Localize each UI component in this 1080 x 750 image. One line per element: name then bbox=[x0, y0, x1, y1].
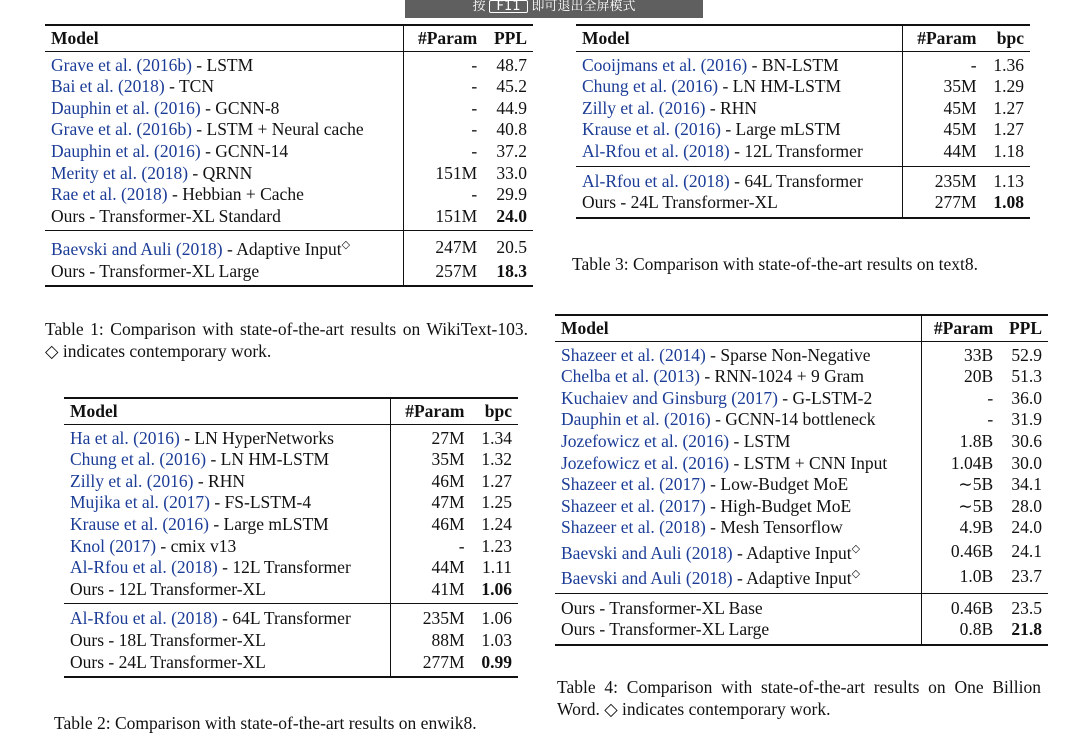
param-cell: 277M bbox=[903, 192, 983, 218]
metric-cell: 31.9 bbox=[1011, 409, 1042, 430]
model-name: Ours - 24L Transformer-XL bbox=[582, 192, 778, 213]
metric-cell: 1.34 bbox=[481, 427, 512, 448]
model-name: Ours - 12L Transformer-XL bbox=[70, 578, 266, 599]
citation-link[interactable]: Ha et al. (2016) bbox=[70, 427, 180, 448]
model-name: - BN-LSTM bbox=[747, 54, 839, 75]
model-cell bbox=[576, 51, 903, 76]
table-row bbox=[45, 163, 533, 185]
model-name: - GCNN-8 bbox=[200, 97, 280, 118]
citation-link[interactable]: Zilly et al. (2016) bbox=[70, 470, 194, 491]
header-param: #Param bbox=[903, 25, 983, 51]
table-row bbox=[555, 388, 1048, 410]
param-cell: - bbox=[404, 76, 483, 98]
model-name: - LN HM-LSTM bbox=[718, 76, 842, 97]
table-row bbox=[576, 166, 1030, 192]
param-cell: - bbox=[404, 98, 483, 120]
model-cell bbox=[45, 141, 404, 163]
f11-key: F11 bbox=[489, 0, 527, 13]
header-model: Model bbox=[45, 25, 404, 51]
table-row bbox=[555, 431, 1048, 453]
model-cell bbox=[45, 163, 404, 185]
model-name: - FS-LSTM-4 bbox=[209, 492, 312, 513]
model-name: - Hebbian + Cache bbox=[167, 184, 304, 205]
model-name: - G-LSTM-2 bbox=[777, 387, 873, 408]
citation-link[interactable]: Shazeer et al. (2017) bbox=[561, 495, 706, 516]
metric-cell: 20.5 bbox=[483, 231, 533, 261]
citation-link[interactable]: Dauphin et al. (2016) bbox=[51, 97, 201, 118]
table-row bbox=[555, 517, 1048, 539]
table-row bbox=[555, 409, 1048, 431]
model-name: - 12L Transformer bbox=[217, 557, 351, 578]
model-name: - RHN bbox=[705, 97, 757, 118]
param-cell: - bbox=[391, 536, 471, 558]
table-header-row bbox=[576, 25, 1030, 51]
model-cell bbox=[64, 449, 391, 471]
model-cell bbox=[45, 98, 404, 120]
table-row bbox=[45, 141, 533, 163]
table-3 bbox=[576, 24, 1030, 219]
model-cell bbox=[64, 514, 391, 536]
model-name: - Adaptive Input bbox=[732, 568, 852, 589]
citation-link[interactable]: Rae et al. (2018) bbox=[51, 184, 168, 205]
header-metric: bpc bbox=[983, 25, 1030, 51]
citation-link[interactable]: Shazeer et al. (2017) bbox=[561, 474, 706, 495]
table-row bbox=[45, 184, 533, 206]
table-row bbox=[45, 206, 533, 231]
model-cell bbox=[45, 261, 404, 287]
model-cell bbox=[64, 604, 391, 630]
model-cell bbox=[45, 51, 404, 76]
param-cell: ∼5B bbox=[922, 474, 1000, 496]
metric-cell: 45.2 bbox=[496, 76, 527, 97]
metric-cell-best: 24.0 bbox=[496, 205, 527, 226]
model-name: - Low-Budget MoE bbox=[705, 474, 849, 495]
metric-cell: 1.23 bbox=[481, 535, 512, 556]
citation-link[interactable]: Al-Rfou et al. (2018) bbox=[582, 140, 730, 161]
citation-link[interactable]: Chung et al. (2016) bbox=[70, 449, 207, 470]
table-row bbox=[45, 98, 533, 120]
table-row bbox=[576, 51, 1030, 76]
model-cell bbox=[64, 492, 391, 514]
metric-cell: 1.27 bbox=[993, 119, 1024, 140]
table-row bbox=[555, 593, 1048, 619]
header-model: Model bbox=[576, 25, 903, 51]
fullscreen-exit-hint bbox=[405, 0, 703, 18]
param-cell: 4.9B bbox=[922, 517, 1000, 539]
table-row bbox=[45, 261, 533, 287]
param-cell: 277M bbox=[391, 652, 471, 678]
citation-link[interactable]: Al-Rfou et al. (2018) bbox=[70, 608, 218, 629]
citation-link[interactable]: Shazeer et al. (2018) bbox=[561, 517, 706, 538]
citation-link[interactable]: Cooijmans et al. (2016) bbox=[582, 54, 748, 75]
table-row bbox=[64, 514, 518, 536]
table-row bbox=[45, 76, 533, 98]
citation-link[interactable]: Baevski and Auli (2018) bbox=[561, 568, 733, 589]
model-cell bbox=[64, 424, 391, 449]
metric-cell: 1.11 bbox=[482, 557, 512, 578]
model-name: - 12L Transformer bbox=[729, 140, 863, 161]
metric-cell-best: 18.3 bbox=[483, 261, 533, 287]
model-name: - High-Budget MoE bbox=[705, 495, 852, 516]
table-4-caption: Table 4: Comparison with state-of-the-art results on One Billion Word. ◇ indicates contemporary work. bbox=[557, 677, 1041, 719]
param-cell: 41M bbox=[391, 579, 471, 604]
model-name: - 64L Transformer bbox=[217, 608, 351, 629]
table-row bbox=[555, 474, 1048, 496]
model-name: Ours - Transformer-XL Standard bbox=[51, 205, 281, 226]
table-2-caption: Table 2: Comparison with state-of-the-art results on enwik8. bbox=[54, 713, 477, 733]
model-cell bbox=[555, 474, 922, 496]
header-model: Model bbox=[555, 315, 922, 341]
metric-cell: 1.18 bbox=[993, 140, 1024, 161]
table-row bbox=[555, 341, 1048, 366]
citation-link[interactable]: Jozefowicz et al. (2016) bbox=[561, 452, 730, 473]
citation-link[interactable]: Chelba et al. (2013) bbox=[561, 366, 700, 387]
hint-suffix: 即可退出全屏模式 bbox=[531, 0, 636, 14]
model-name: - Large mLSTM bbox=[720, 119, 841, 140]
table-1-grid bbox=[45, 24, 533, 287]
header-param: #Param bbox=[404, 25, 483, 51]
model-cell bbox=[64, 471, 391, 493]
table-row bbox=[45, 231, 533, 261]
table-2-grid bbox=[64, 397, 518, 678]
model-cell bbox=[45, 119, 404, 141]
param-cell: 88M bbox=[391, 630, 471, 652]
table-row bbox=[555, 496, 1048, 518]
table-row bbox=[64, 536, 518, 558]
model-name: Ours - Transformer-XL Large bbox=[561, 619, 770, 640]
table-header-row bbox=[64, 398, 518, 424]
param-cell: 151M bbox=[404, 163, 483, 185]
model-cell bbox=[555, 366, 922, 388]
table-row bbox=[555, 539, 1048, 564]
metric-cell: 1.32 bbox=[481, 449, 512, 470]
param-cell: - bbox=[922, 388, 1000, 410]
model-cell bbox=[555, 388, 922, 410]
model-name: - TCN bbox=[164, 76, 214, 97]
model-name: - GCNN-14 bottleneck bbox=[710, 409, 876, 430]
param-cell: 1.04B bbox=[922, 453, 1000, 475]
model-name: - 64L Transformer bbox=[729, 170, 863, 191]
header-param: #Param bbox=[922, 315, 1000, 341]
param-cell: 1.8B bbox=[922, 431, 1000, 453]
param-cell: 151M bbox=[404, 206, 483, 231]
metric-cell: 29.9 bbox=[496, 184, 527, 205]
metric-cell: 52.9 bbox=[1011, 344, 1042, 365]
table-row bbox=[45, 51, 533, 76]
metric-cell: 28.0 bbox=[1011, 495, 1042, 516]
model-name: - Adaptive Input bbox=[222, 239, 342, 260]
model-cell bbox=[576, 98, 903, 120]
header-model: Model bbox=[64, 398, 391, 424]
citation-link[interactable]: Baevski and Auli (2018) bbox=[51, 239, 223, 260]
model-name: - LSTM bbox=[729, 430, 791, 451]
metric-cell: 1.25 bbox=[481, 492, 512, 513]
header-param: #Param bbox=[391, 398, 471, 424]
header-metric: bpc bbox=[471, 398, 518, 424]
citation-link[interactable]: Al-Rfou et al. (2018) bbox=[582, 170, 730, 191]
citation-link[interactable]: Merity et al. (2018) bbox=[51, 162, 189, 183]
metric-cell: 30.0 bbox=[1011, 452, 1042, 473]
model-name: Ours - Transformer-XL Large bbox=[51, 260, 260, 281]
citation-link[interactable]: Bai et al. (2018) bbox=[51, 76, 165, 97]
table-4-grid bbox=[555, 314, 1048, 646]
model-cell bbox=[555, 496, 922, 518]
table-row bbox=[555, 619, 1048, 645]
metric-cell: 1.06 bbox=[471, 604, 518, 630]
citation-link[interactable]: Dauphin et al. (2016) bbox=[51, 140, 201, 161]
param-cell: - bbox=[404, 119, 483, 141]
metric-cell: 37.2 bbox=[496, 140, 527, 161]
model-cell bbox=[576, 119, 903, 141]
model-cell bbox=[555, 593, 922, 619]
metric-cell-best: 1.06 bbox=[481, 578, 512, 599]
table-row bbox=[555, 366, 1048, 388]
citation-link[interactable]: Grave et al. (2016b) bbox=[51, 54, 192, 75]
metric-cell: 48.7 bbox=[496, 54, 527, 75]
param-cell: - bbox=[404, 51, 483, 76]
table-1-caption: Table 1: Comparison with state-of-the-art results on WikiText-103. ◇ indicates contemporary work. bbox=[45, 319, 528, 361]
citation-link[interactable]: Zilly et al. (2016) bbox=[582, 97, 706, 118]
model-cell bbox=[45, 231, 404, 261]
param-cell: 0.8B bbox=[922, 619, 1000, 645]
metric-cell-best: 0.99 bbox=[471, 652, 518, 678]
param-cell: 35M bbox=[903, 76, 983, 98]
citation-link[interactable]: Kuchaiev and Ginsburg (2017) bbox=[561, 387, 778, 408]
metric-cell: 51.3 bbox=[1011, 366, 1042, 387]
model-cell bbox=[555, 409, 922, 431]
metric-cell-best: 21.8 bbox=[999, 619, 1048, 645]
metric-cell: 1.27 bbox=[993, 97, 1024, 118]
model-cell bbox=[555, 453, 922, 475]
citation-link[interactable]: Dauphin et al. (2016) bbox=[561, 409, 711, 430]
model-cell bbox=[555, 517, 922, 539]
citation-link[interactable]: Knol (2017) bbox=[70, 535, 157, 556]
metric-cell: 34.1 bbox=[1011, 474, 1042, 495]
table-row bbox=[64, 424, 518, 449]
model-name: Ours - 24L Transformer-XL bbox=[70, 651, 266, 672]
table-4 bbox=[555, 314, 1048, 646]
header-metric: PPL bbox=[999, 315, 1048, 341]
citation-link[interactable]: Al-Rfou et al. (2018) bbox=[70, 557, 218, 578]
model-cell bbox=[64, 536, 391, 558]
metric-cell: 1.36 bbox=[993, 54, 1024, 75]
citation-link[interactable]: Grave et al. (2016b) bbox=[51, 119, 192, 140]
model-name: - LN HM-LSTM bbox=[206, 449, 330, 470]
param-cell: 257M bbox=[404, 261, 483, 287]
model-name: - LSTM bbox=[191, 54, 254, 75]
table-row bbox=[64, 471, 518, 493]
metric-cell: 1.27 bbox=[481, 470, 512, 491]
citation-link[interactable]: Krause et al. (2016) bbox=[70, 513, 209, 534]
model-name: - Mesh Tensorflow bbox=[705, 517, 843, 538]
param-cell: 47M bbox=[391, 492, 471, 514]
param-cell: 235M bbox=[903, 166, 983, 192]
param-cell: - bbox=[922, 409, 1000, 431]
metric-cell: 36.0 bbox=[1011, 387, 1042, 408]
table-3-caption: Table 3: Comparison with state-of-the-art results on text8. bbox=[572, 254, 979, 274]
param-cell: 44M bbox=[903, 141, 983, 166]
param-cell: 0.46B bbox=[922, 539, 1000, 564]
metric-cell-best: 1.08 bbox=[983, 192, 1030, 218]
citation-link[interactable]: Shazeer et al. (2014) bbox=[561, 344, 706, 365]
metric-cell: 23.7 bbox=[1011, 566, 1042, 587]
param-cell: 247M bbox=[404, 231, 483, 261]
model-cell bbox=[64, 579, 391, 604]
metric-cell: 1.29 bbox=[993, 76, 1024, 97]
contemporary-marker: ◇ bbox=[851, 542, 861, 555]
metric-cell: 24.1 bbox=[1011, 540, 1042, 561]
table-row bbox=[576, 141, 1030, 166]
table-row bbox=[64, 579, 518, 604]
model-name: - RHN bbox=[193, 470, 245, 491]
metric-cell: 24.0 bbox=[1011, 517, 1042, 538]
param-cell: 0.46B bbox=[922, 593, 1000, 619]
model-cell bbox=[64, 630, 391, 652]
model-name: Ours - 18L Transformer-XL bbox=[70, 629, 266, 650]
metric-cell: 33.0 bbox=[496, 162, 527, 183]
model-cell bbox=[45, 206, 404, 231]
model-name: - LN HyperNetworks bbox=[179, 427, 334, 448]
citation-link[interactable]: Chung et al. (2016) bbox=[582, 76, 719, 97]
table-row bbox=[64, 449, 518, 471]
table-row bbox=[576, 119, 1030, 141]
param-cell: 45M bbox=[903, 98, 983, 120]
citation-link[interactable]: Krause et al. (2016) bbox=[582, 119, 721, 140]
model-name: - LSTM + Neural cache bbox=[191, 119, 364, 140]
param-cell: ∼5B bbox=[922, 496, 1000, 518]
model-cell bbox=[555, 539, 922, 564]
table-2 bbox=[64, 397, 518, 678]
contemporary-marker: ◇ bbox=[851, 568, 861, 581]
model-cell bbox=[576, 76, 903, 98]
table-header-row bbox=[555, 315, 1048, 341]
header-metric: PPL bbox=[483, 25, 533, 51]
table-row bbox=[555, 453, 1048, 475]
model-cell bbox=[576, 166, 903, 192]
table-row bbox=[64, 630, 518, 652]
citation-link[interactable]: Mujika et al. (2017) bbox=[70, 492, 210, 513]
param-cell: - bbox=[404, 184, 483, 206]
model-name: - LSTM + CNN Input bbox=[729, 452, 888, 473]
param-cell: - bbox=[903, 51, 983, 76]
param-cell: 1.0B bbox=[922, 564, 1000, 593]
table-row bbox=[64, 604, 518, 630]
param-cell: 45M bbox=[903, 119, 983, 141]
model-name: Ours - Transformer-XL Base bbox=[561, 597, 763, 618]
model-name: - cmix v13 bbox=[156, 535, 237, 556]
param-cell: 44M bbox=[391, 557, 471, 579]
param-cell: 35M bbox=[391, 449, 471, 471]
model-cell bbox=[45, 76, 404, 98]
metric-cell: 30.6 bbox=[1011, 430, 1042, 451]
model-cell bbox=[555, 431, 922, 453]
table-row bbox=[64, 557, 518, 579]
param-cell: 46M bbox=[391, 514, 471, 536]
model-name: - QRNN bbox=[188, 162, 253, 183]
model-cell bbox=[555, 619, 922, 645]
model-name: - Sparse Non-Negative bbox=[705, 344, 871, 365]
param-cell: 46M bbox=[391, 471, 471, 493]
table-row bbox=[576, 76, 1030, 98]
metric-cell: 1.24 bbox=[481, 513, 512, 534]
contemporary-marker: ◇ bbox=[341, 239, 351, 252]
model-cell bbox=[45, 184, 404, 206]
metric-cell: 40.8 bbox=[496, 119, 527, 140]
citation-link[interactable]: Jozefowicz et al. (2016) bbox=[561, 430, 730, 451]
table-row bbox=[576, 98, 1030, 120]
table-1 bbox=[45, 24, 533, 287]
metric-cell: 1.13 bbox=[983, 166, 1030, 192]
model-cell bbox=[64, 557, 391, 579]
param-cell: 235M bbox=[391, 604, 471, 630]
table-row bbox=[555, 564, 1048, 593]
model-name: - GCNN-14 bbox=[200, 140, 289, 161]
citation-link[interactable]: Baevski and Auli (2018) bbox=[561, 542, 733, 563]
model-name: - RNN-1024 + 9 Gram bbox=[699, 366, 864, 387]
param-cell: 33B bbox=[922, 341, 1000, 366]
model-cell bbox=[576, 192, 903, 218]
param-cell: - bbox=[404, 141, 483, 163]
metric-cell: 23.5 bbox=[999, 593, 1048, 619]
table-row bbox=[576, 192, 1030, 218]
model-name: - Adaptive Input bbox=[732, 542, 852, 563]
model-cell bbox=[555, 341, 922, 366]
model-cell bbox=[64, 652, 391, 678]
model-cell bbox=[555, 564, 922, 593]
model-cell bbox=[576, 141, 903, 166]
table-row bbox=[45, 119, 533, 141]
hint-prefix: 按 bbox=[472, 0, 486, 14]
table-row bbox=[64, 492, 518, 514]
model-name: - Large mLSTM bbox=[208, 513, 329, 534]
metric-cell: 1.03 bbox=[481, 629, 512, 650]
param-cell: 27M bbox=[391, 424, 471, 449]
metric-cell: 44.9 bbox=[496, 97, 527, 118]
table-row bbox=[64, 652, 518, 678]
table-3-grid bbox=[576, 24, 1030, 219]
param-cell: 20B bbox=[922, 366, 1000, 388]
table-header-row bbox=[45, 25, 533, 51]
